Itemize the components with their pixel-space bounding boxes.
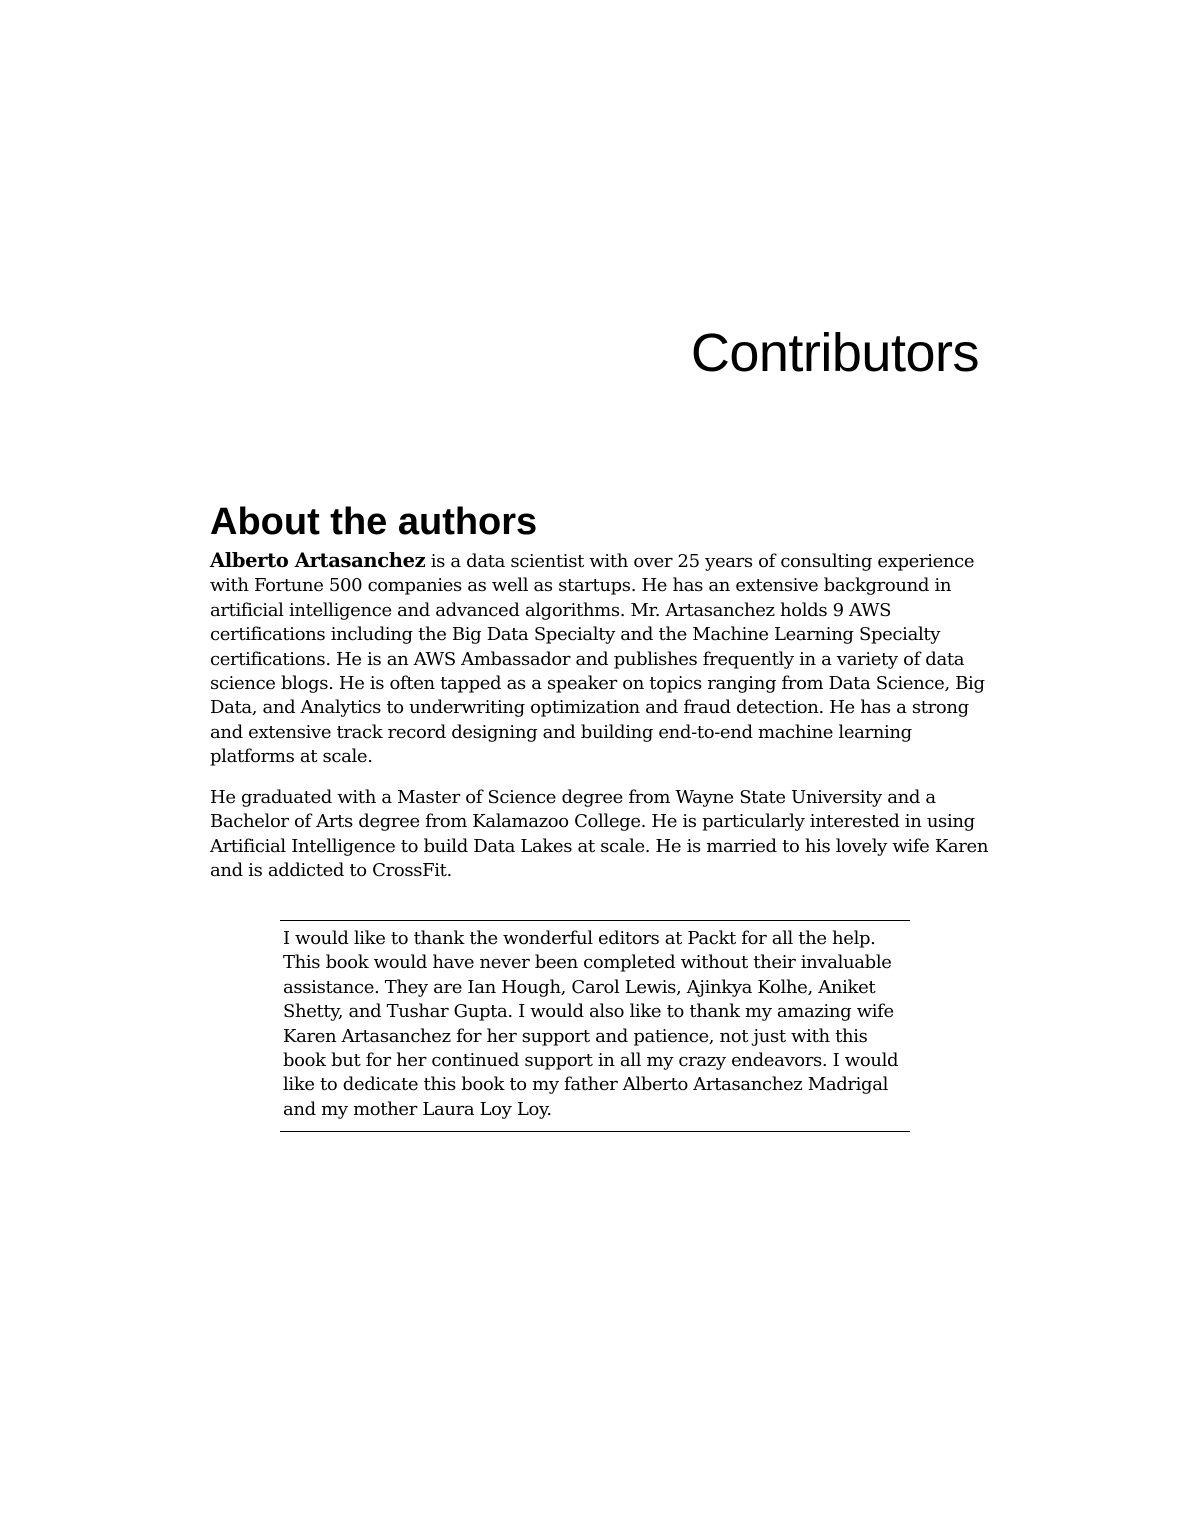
author-name: Alberto Artasanchez <box>210 549 426 572</box>
author-bio-text: is a data scientist with over 25 years of consulting experience with Fortune 500 companies as well as startups. He has an extensive background in artificial intelligence and advanced algorithms. Mr. Artasanchez holds 9 AWS certifications including the Big Data Specialty and the Machine Learning Specialty certifications. He is an AWS Ambassador and publishes frequently in a variety of data science blogs. He is often tapped as a speaker on topics ranging from Data Science, Big Data, and Analytics to underwriting optimization and fraud detection. He has a strong and extensive track record designing and building end-to-end machine learning platforms at scale. <box>210 551 985 768</box>
chapter-title: Contributors <box>690 323 979 383</box>
author-bio-paragraph-1 <box>210 549 990 770</box>
acknowledgement-text: I would like to thank the wonderful editors at Packt for all the help. This book would have never been completed without their invaluable assistance. They are Ian Hough, Carol Lewis, Ajinkya Kolhe, Aniket Shetty, and Tushar Gupta. I would also like to thank my amazing wife Karen Artasanchez for her support and patience, not just with this book but for her continued support in all my crazy endeavors. I would like to dedicate this book to my father Alberto Artasanchez Madrigal and my mother Laura Loy Loy. <box>283 928 899 1120</box>
section-heading: About the authors <box>210 501 538 543</box>
acknowledgement-box <box>280 920 910 1132</box>
author-bio-paragraph-2: He graduated with a Master of Science degree from Wayne State University and a Bachelor of Arts degree from Kalamazoo College. He is particularly interested in using Artificial Intelligence to build Data Lakes at scale. He is married to his lovely wife Karen and is addicted to CrossFit. <box>210 787 989 882</box>
